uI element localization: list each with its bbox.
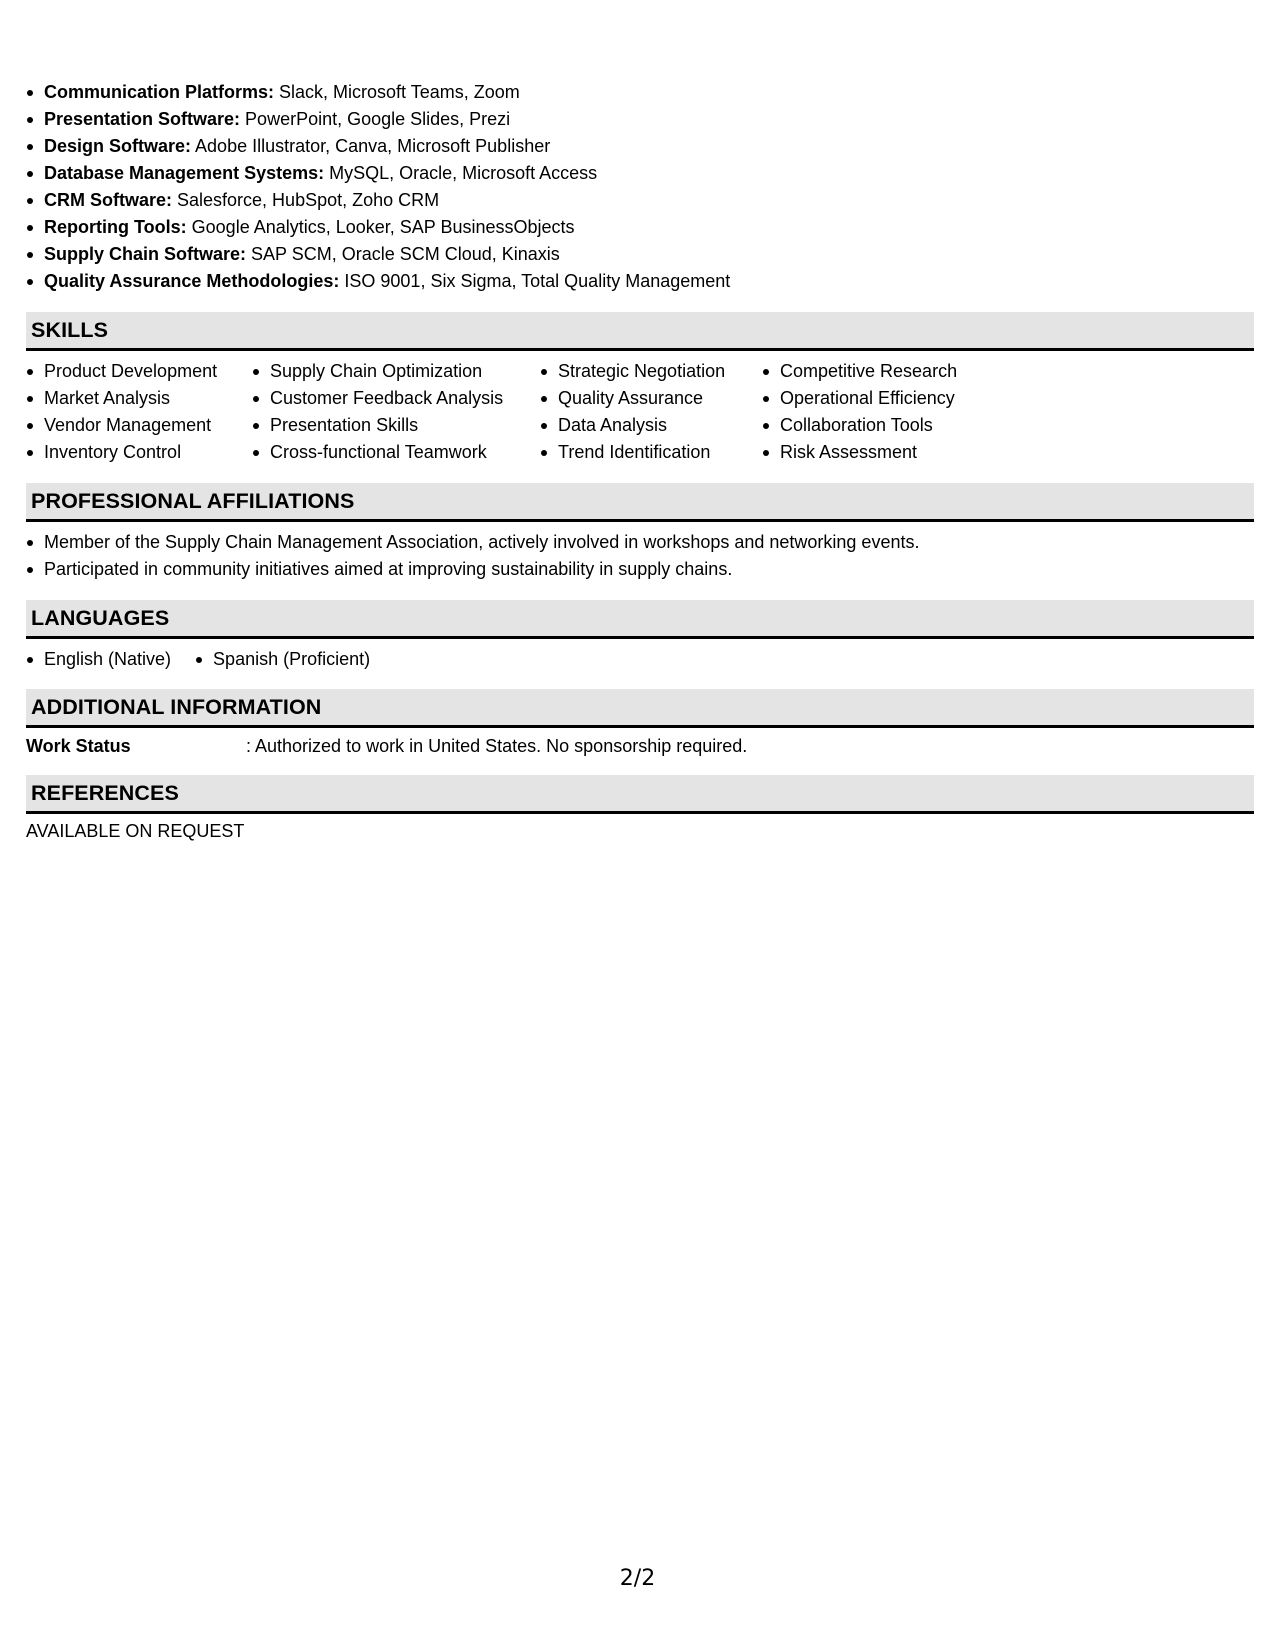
tool-items: Salesforce, HubSpot, Zoho CRM — [172, 190, 440, 210]
section-title: PROFESSIONAL AFFILIATIONS — [31, 489, 355, 513]
tool-category: Communication Platforms: — [44, 82, 275, 102]
tool-items: SAP SCM, Oracle SCM Cloud, Kinaxis — [246, 244, 560, 264]
skills-column — [252, 358, 520, 466]
skill-item: Presentation Skills — [252, 412, 520, 439]
section-title: REFERENCES — [31, 781, 179, 805]
skill-item: Operational Efficiency — [762, 385, 982, 412]
languages-list — [26, 646, 394, 673]
tool-category: Supply Chain Software: — [44, 244, 247, 264]
tool-items: Slack, Microsoft Teams, Zoom — [274, 82, 520, 102]
page-number: 2/2 — [619, 1566, 656, 1591]
skill-item: Quality Assurance — [540, 385, 742, 412]
tool-item-design — [26, 133, 730, 160]
tool-category: Design Software: — [44, 136, 192, 156]
additional-info-section-header — [26, 689, 1254, 728]
tool-items: MySQL, Oracle, Microsoft Access — [324, 163, 598, 183]
affiliation-item: Participated in community initiatives aimed at improving sustainability in supply chains. — [26, 556, 919, 583]
tool-items: Google Analytics, Looker, SAP BusinessObjects — [186, 217, 575, 237]
tool-category: Quality Assurance Methodologies: — [44, 271, 340, 291]
tool-category: CRM Software: — [44, 190, 173, 210]
tool-items: Adobe Illustrator, Canva, Microsoft Publisher — [191, 136, 551, 156]
tool-items: PowerPoint, Google Slides, Prezi — [240, 109, 511, 129]
section-title: SKILLS — [31, 318, 109, 342]
skill-item: Product Development — [26, 358, 232, 385]
skills-column — [26, 358, 232, 466]
affiliation-item: Member of the Supply Chain Management Association, actively involved in workshops and networking events. — [26, 529, 919, 556]
tool-category: Database Management Systems: — [44, 163, 325, 183]
section-title: LANGUAGES — [31, 606, 170, 630]
skill-item: Strategic Negotiation — [540, 358, 742, 385]
skill-item: Cross-functional Teamwork — [252, 439, 520, 466]
skill-item: Inventory Control — [26, 439, 232, 466]
references-section-header — [26, 775, 1254, 814]
tool-item-crm — [26, 187, 730, 214]
skill-item: Customer Feedback Analysis — [252, 385, 520, 412]
language-item: Spanish (Proficient) — [195, 646, 370, 673]
tool-item-communication — [26, 79, 730, 106]
affiliations-list — [26, 529, 919, 583]
tool-category: Presentation Software: — [44, 109, 241, 129]
tool-category: Reporting Tools: — [44, 217, 187, 237]
skills-column — [540, 358, 742, 466]
skill-item: Collaboration Tools — [762, 412, 982, 439]
work-status-value: : Authorized to work in United States. No sponsorship required. — [246, 736, 748, 756]
skill-item: Supply Chain Optimization — [252, 358, 520, 385]
work-status-label: Work Status — [26, 736, 131, 756]
section-title: ADDITIONAL INFORMATION — [31, 695, 322, 719]
skill-item: Competitive Research — [762, 358, 982, 385]
tool-items: ISO 9001, Six Sigma, Total Quality Management — [339, 271, 731, 291]
tool-item-supply-chain — [26, 241, 730, 268]
skill-item: Trend Identification — [540, 439, 742, 466]
tool-item-reporting — [26, 214, 730, 241]
skill-item: Vendor Management — [26, 412, 232, 439]
languages-section-header — [26, 600, 1254, 639]
language-item: English (Native) — [26, 646, 171, 673]
skills-column — [762, 358, 982, 466]
tool-item-quality — [26, 268, 730, 295]
tools-list — [26, 79, 730, 295]
skill-item: Market Analysis — [26, 385, 232, 412]
references-text: AVAILABLE ON REQUEST — [26, 821, 245, 841]
skill-item: Data Analysis — [540, 412, 742, 439]
tool-item-database — [26, 160, 730, 187]
tool-item-presentation — [26, 106, 730, 133]
affiliations-section-header — [26, 483, 1254, 522]
skills-section-header — [26, 312, 1254, 351]
skill-item: Risk Assessment — [762, 439, 982, 466]
skills-grid — [26, 358, 1002, 466]
